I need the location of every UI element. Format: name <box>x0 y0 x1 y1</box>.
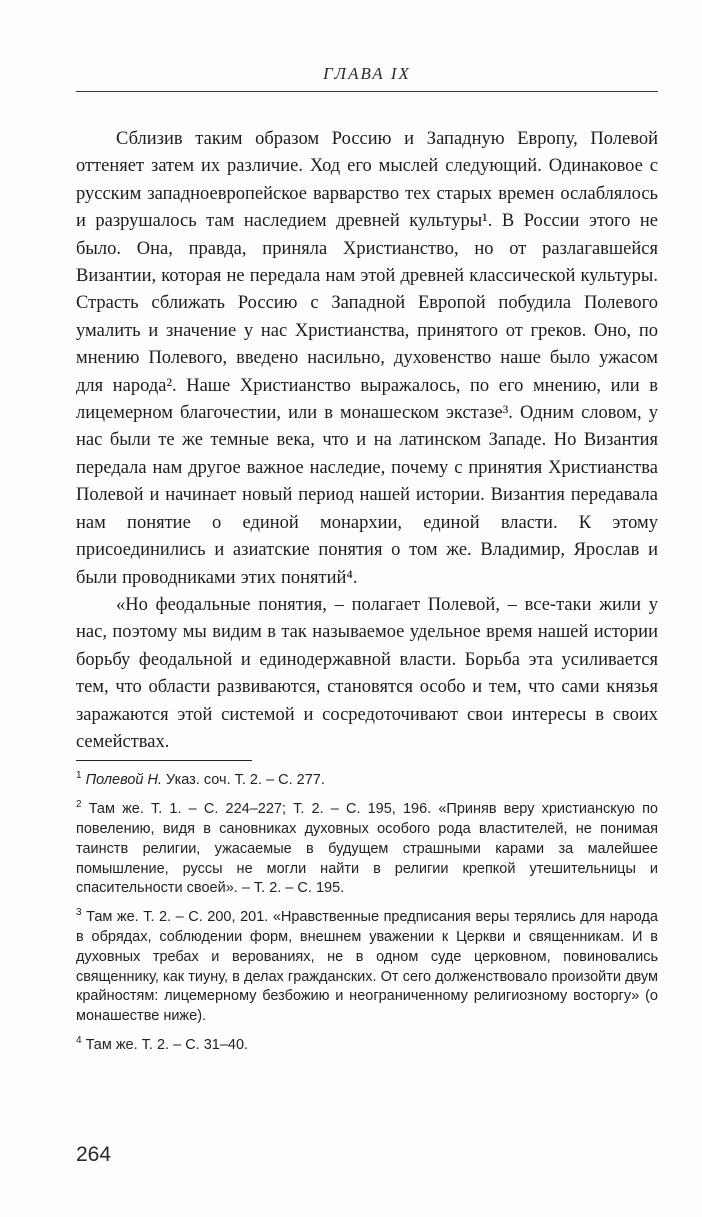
footnote-marker: 4 <box>76 1035 82 1047</box>
footnote <box>76 1036 658 1056</box>
footnote <box>76 908 658 1027</box>
footnote-text: Там же. Т. 1. – С. 224–227; Т. 2. – С. 195, 196. «Приняв веру христианскую по повелению, видя в сановниках духовных особого рода властителей, не понимая таинств религии, ужасаемые в будущем страшными карами за малейшее помышление, руссы не могли найти в религии крепкой утешительницы и спасительности своей». – Т. 2. – С. 195. <box>76 801 658 897</box>
footnote-text: Там же. Т. 2. – С. 200, 201. «Нравственные предписания веры терялись для народа в обрядах, соблюдении форм, внешнем уважении к Церкви и священникам. И в духовных требах и верованиях, не в одном суде церковном, повиновались священнику, как тиуну, в делах гражданских. От сего долженствовало произойти двум крайностям: лицемерному безбожию и неограниченному религиозному восторгу» (о монашестве ниже). <box>76 909 658 1025</box>
footnote <box>76 771 658 791</box>
chapter-title: ГЛАВА IX <box>323 64 411 83</box>
page-number: 264 <box>76 1143 112 1166</box>
footnote-marker: 3 <box>76 907 82 919</box>
header-rule <box>76 91 658 92</box>
footnote-marker: 2 <box>76 799 82 811</box>
footnote-text: Там же. Т. 2. – С. 31–40. <box>85 1036 249 1053</box>
page-header <box>76 64 658 92</box>
footnotes <box>76 771 658 1055</box>
footnote-marker: 1 <box>76 770 82 782</box>
body-text <box>76 126 658 756</box>
footnote-author: Полевой Н. <box>85 772 162 789</box>
paragraph: Сблизив таким образом Россию и Западную Европу, Полевой оттеняет затем их различие. Ход его мыслей следующий. Одинаковое с русским западноевропейское варварство тех старых времен ослаблялось и разрушалось там наследием древней культуры¹. В России этого не было. Она, правда, приняла Христианство, но от разлагавшейся Византии, которая не передала нам этой древней классической культуры. Страсть сближать Россию с Западной Европой побудила Полевого умалить и значение у нас Христианства, принятого от греков. Оно, по мнению Полевого, введено насильно, духовенство наше было ужасом для народа². Наше Христианство выражалось, по его мнению, или в лицемерном благочестии, или в монашеском экстазе³. Одним словом, у нас были те же темные века, что и на латинском Западе. Но Византия передала нам другое важное наследие, почему с принятия Христианства Полевой и начинает новый период нашей истории. Византия передавала нам понятие о единой монархии, единой власти. К этому присоединились и азиатские понятия о том же. Владимир, Ярослав и были проводниками этих понятий⁴. <box>76 129 658 588</box>
footnote-text: Указ. соч. Т. 2. – С. 277. <box>166 772 325 789</box>
footnote-separator <box>76 760 252 761</box>
paragraph: «Но феодальные понятия, – полагает Полевой, – все-таки жили у нас, поэтому мы видим в так называемое удельное время нашей истории борьбу феодальной и единодержавной власти. Борьба эта усиливается тем, что области развиваются, становятся особо и тем, что сами князья заражаются этой системой и сосредоточивают свои интересы в своих семействах. <box>76 594 658 752</box>
footnote <box>76 800 658 899</box>
